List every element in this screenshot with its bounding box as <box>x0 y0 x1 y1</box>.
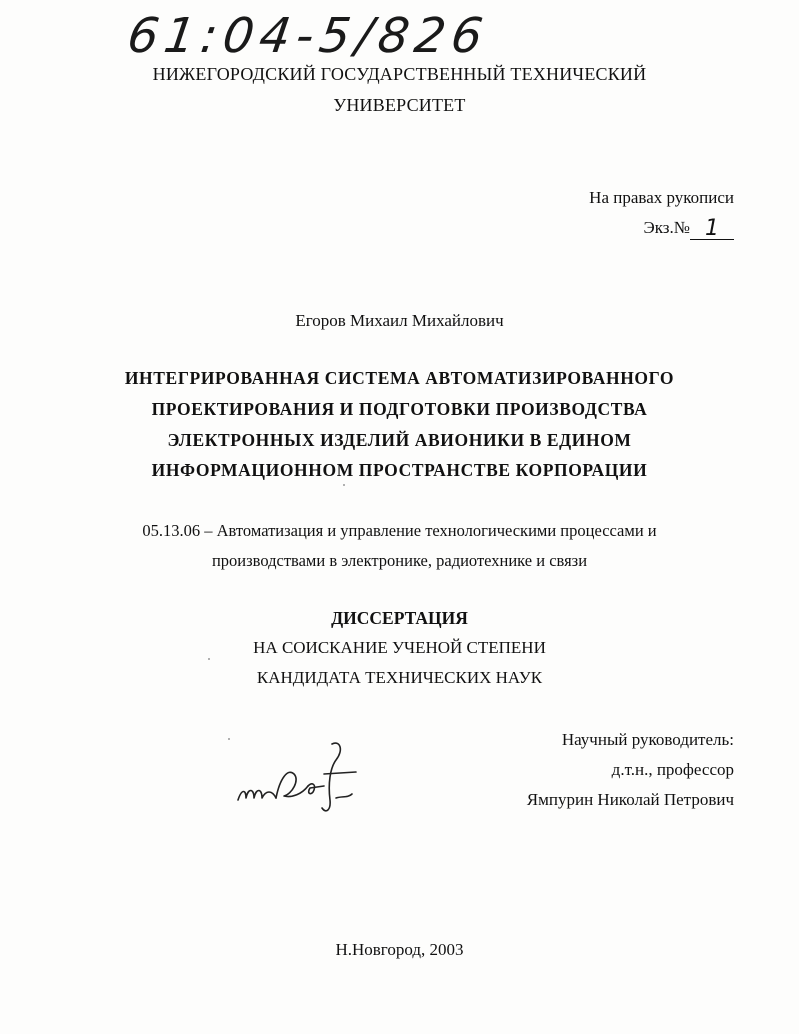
university-line-1: НИЖЕГОРОДСКИЙ ГОСУДАРСТВЕННЫЙ ТЕХНИЧЕСКИЙ <box>152 64 647 84</box>
degree-line-1: НА СОИСКАНИЕ УЧЕНОЙ СТЕПЕНИ <box>253 638 546 657</box>
title-line: ИНФОРМАЦИОННОМ ПРОСТРАНСТВЕ КОРПОРАЦИИ <box>151 460 648 480</box>
scan-speck <box>343 484 345 486</box>
specialty-line-2: производствами в электронике, радиотехнике и связи <box>211 551 588 570</box>
dissertation-heading: ДИССЕРТАЦИЯ <box>331 608 468 628</box>
supervisor-name: Ямпурин Николай Петрович <box>526 790 734 809</box>
title-line: ИНТЕГРИРОВАННАЯ СИСТЕМА АВТОМАТИЗИРОВАННОГО <box>124 368 675 388</box>
archive-number: 61:04-5/826 <box>124 8 492 64</box>
university-line-2: УНИВЕРСИТЕТ <box>333 95 466 115</box>
copy-label: Экз.№ <box>643 218 690 237</box>
copy-number-line <box>644 218 734 240</box>
author-name: Егоров Михаил Михайлович <box>295 311 504 330</box>
title-line: ПРОЕКТИРОВАНИЯ И ПОДГОТОВКИ ПРОИЗВОДСТВА <box>151 399 648 419</box>
degree-line-2: КАНДИДАТА ТЕХНИЧЕСКИХ НАУК <box>256 668 543 687</box>
scan-speck <box>228 738 230 740</box>
signature-image <box>232 738 372 818</box>
place-year: Н.Новгород, 2003 <box>335 940 464 959</box>
specialty-line-1: 05.13.06 – Автоматизация и управление технологическими процессами и <box>142 521 657 540</box>
scan-speck <box>208 658 210 660</box>
copy-number: 1 <box>690 219 734 240</box>
manuscript-rights: На правах рукописи <box>589 188 734 207</box>
supervisor-degree: д.т.н., профессор <box>611 760 734 779</box>
supervisor-label: Научный руководитель: <box>561 730 734 749</box>
title-line: ЭЛЕКТРОННЫХ ИЗДЕЛИЙ АВИОНИКИ В ЕДИНОМ <box>167 430 632 450</box>
